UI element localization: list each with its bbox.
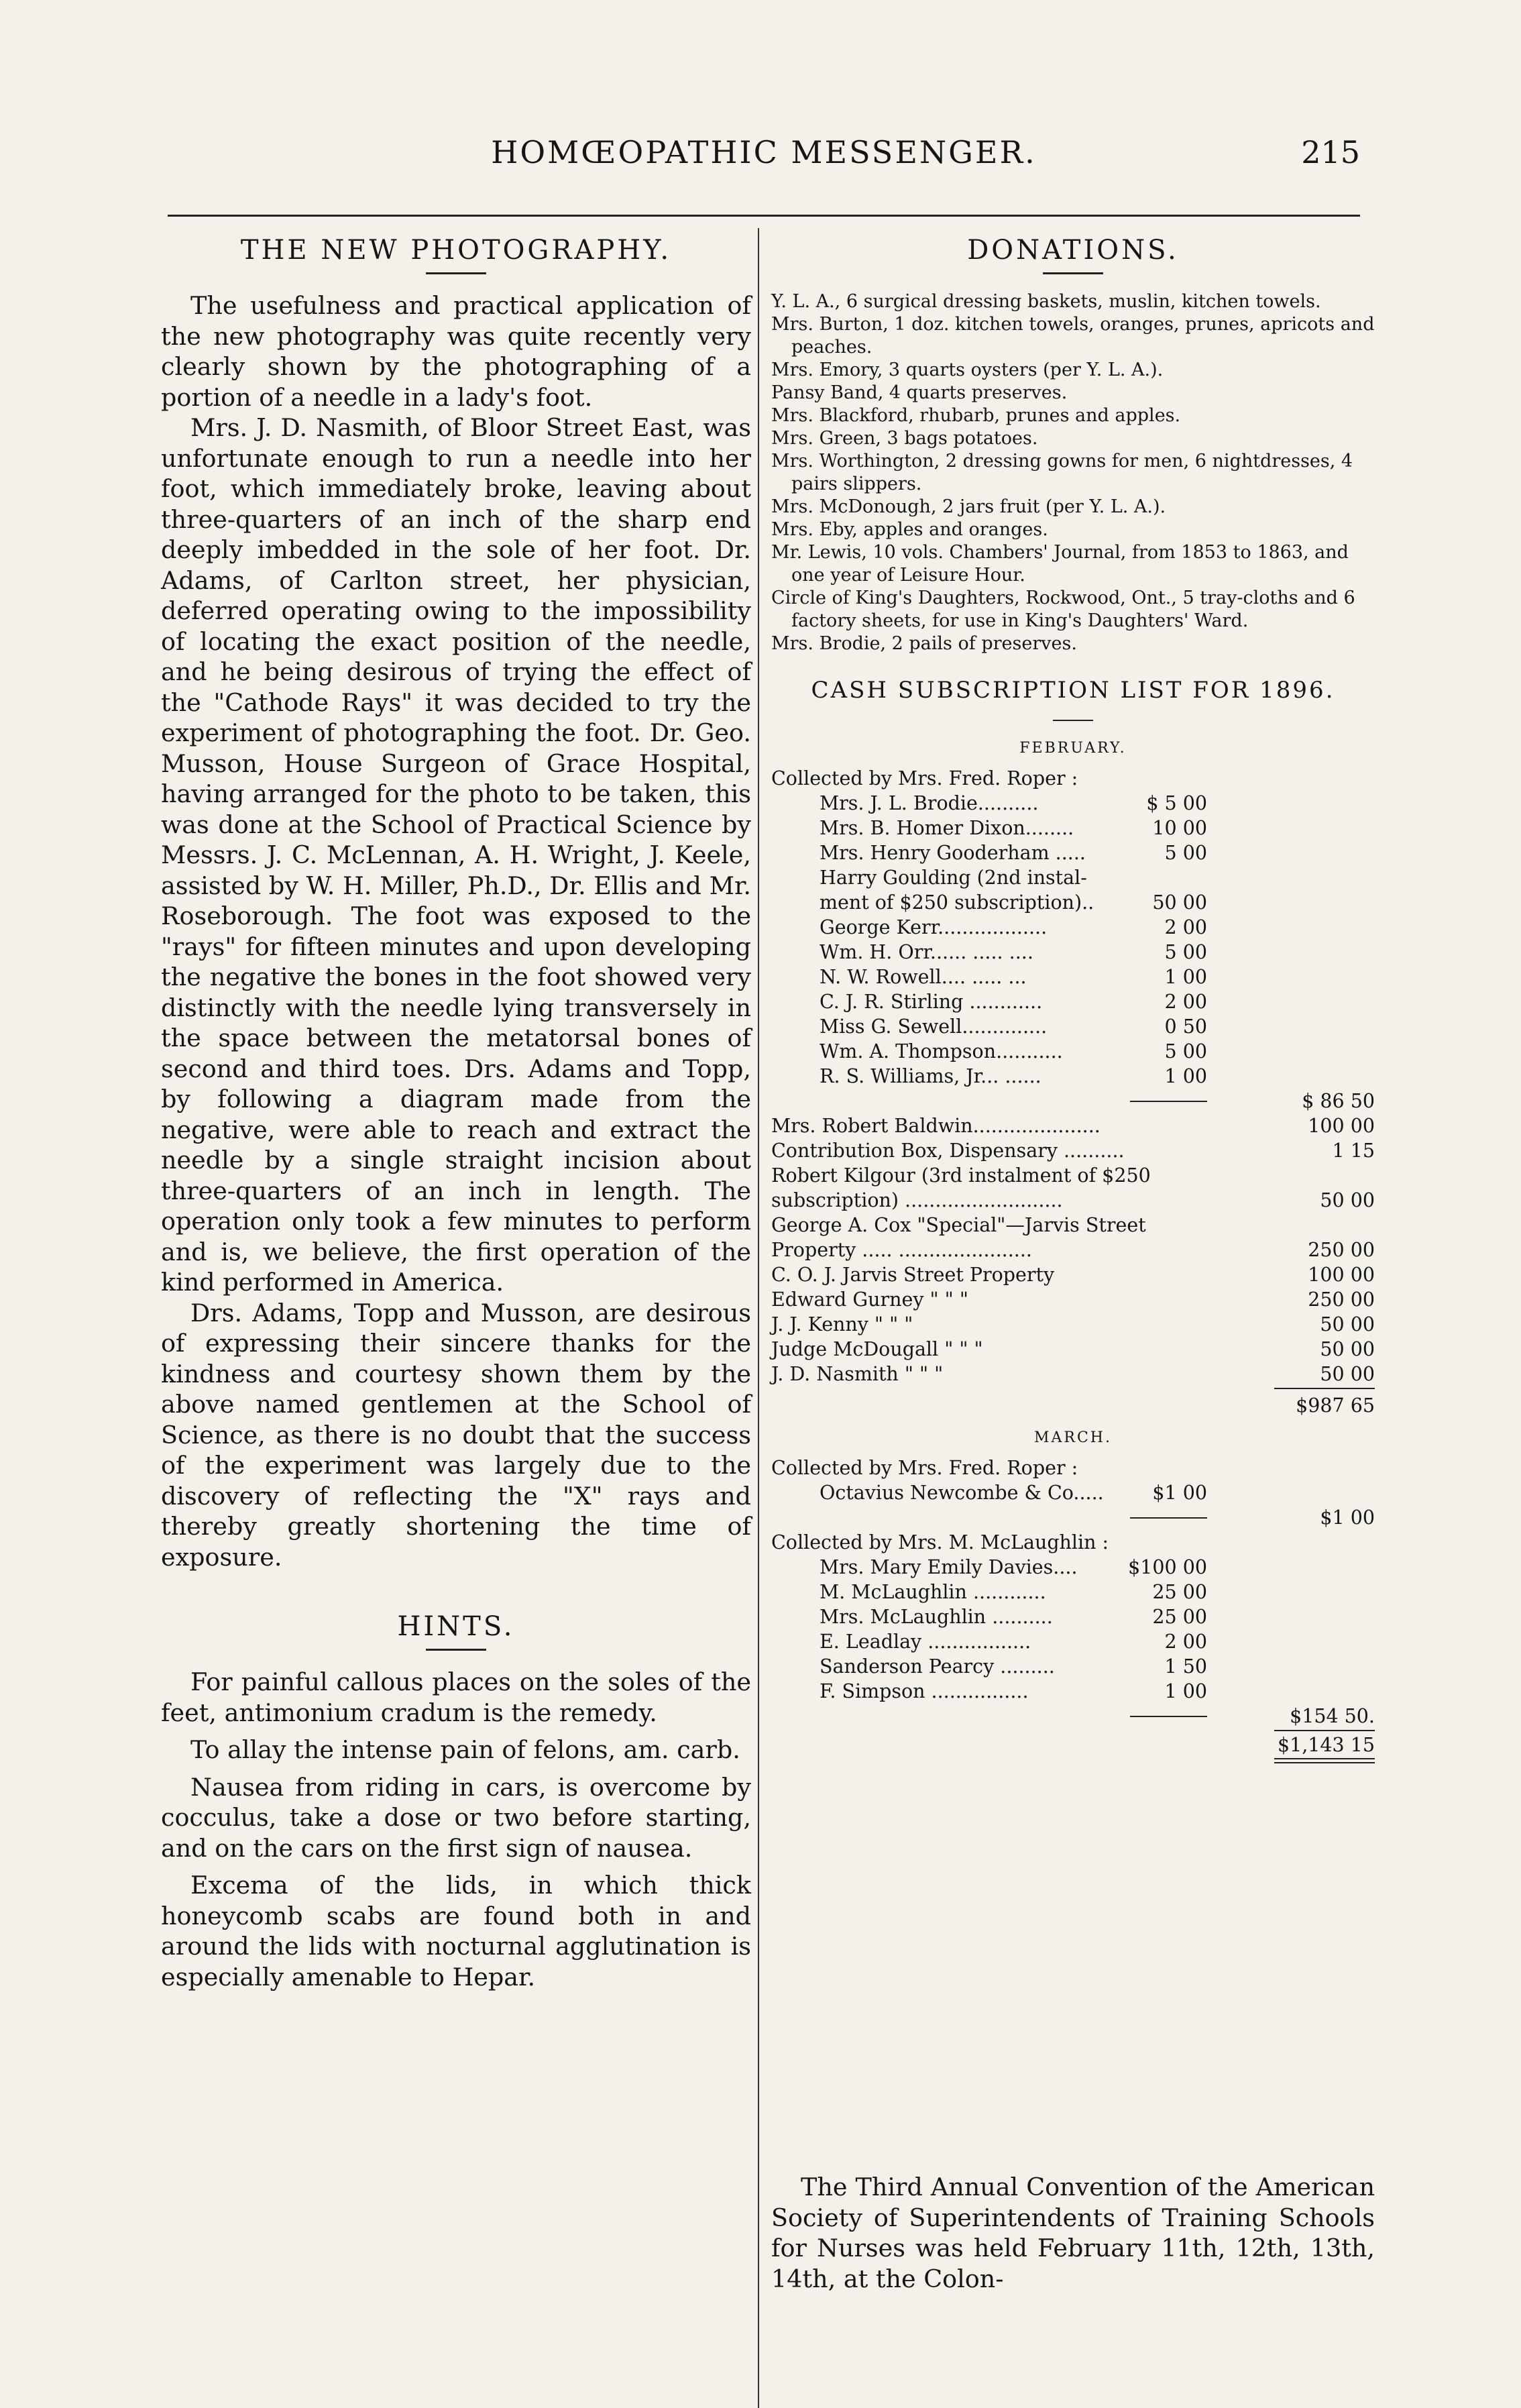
article-title: THE NEW PHOTOGRAPHY.: [240, 235, 672, 266]
grand-total-row: [771, 1729, 1375, 1758]
month-label-march: MARCH.: [1034, 1429, 1112, 1446]
ledger-amount: 50 00: [1320, 1363, 1375, 1385]
collector-name: Collected by Mrs. Fred. Roper :: [771, 767, 1078, 789]
ledger-row: [771, 1362, 1375, 1386]
ledger-amount: 1 00: [1164, 1680, 1207, 1702]
ledger-row: [771, 1163, 1375, 1188]
subtotal-row: [771, 1505, 1375, 1530]
double-rule: [1274, 1758, 1375, 1763]
ledger-name: Miss G. Sewell..............: [820, 1016, 1048, 1038]
ledger-row: [771, 1629, 1375, 1654]
ledger-amount: 50 00: [1320, 1338, 1375, 1360]
ledger-row: [771, 989, 1375, 1014]
feb-others: [771, 1113, 1375, 1386]
ledger-row: [771, 1337, 1375, 1362]
ledger-amount: 2 00: [1164, 991, 1207, 1013]
subscription-ledger: [771, 736, 1375, 1763]
ledger-amount: 50 00: [1152, 891, 1207, 914]
ledger-amount: 1 00: [1164, 1065, 1207, 1087]
ledger-name: Wm. A. Thompson...........: [820, 1040, 1063, 1062]
hint-paragraph: To allay the intense pain of felons, am. carb.: [190, 1735, 740, 1764]
ledger-row: [771, 890, 1375, 915]
total-rule: [1274, 1388, 1375, 1389]
ledger-name: Octavius Newcombe & Co.....: [820, 1482, 1104, 1504]
ledger-row: [771, 915, 1375, 940]
ledger-amount: 0 50: [1164, 1016, 1207, 1038]
ledger-amount: 10 00: [1152, 817, 1207, 839]
ledger-amount: 2 00: [1164, 1631, 1207, 1653]
donation-item: Mrs. McDonough, 2 jars fruit (per Y. L. A.).: [771, 496, 1166, 517]
hint-paragraph: Nausea from riding in cars, is overcome by cocculus, take a dose or two before starting, and on the cars on the first sign of nausea.: [161, 1772, 751, 1863]
ledger-amount: 25 00: [1152, 1581, 1207, 1603]
ledger-name: N. W. Rowell.... ..... ...: [820, 966, 1027, 988]
ledger-name: Contribution Box, Dispensary ..........: [771, 1140, 1125, 1162]
ledger-amount: 50 00: [1320, 1189, 1375, 1211]
ledger-amount: 250 00: [1308, 1289, 1375, 1311]
ledger-row: [771, 1039, 1375, 1064]
hints-rule: [426, 1649, 486, 1651]
ledger-row: [771, 1064, 1375, 1089]
ledger-amount: 50 00: [1320, 1313, 1375, 1335]
ledger-name: R. S. Williams, Jr... ......: [820, 1065, 1041, 1087]
cash-list-title: CASH SUBSCRIPTION LIST FOR 1896.: [811, 677, 1335, 704]
ledger-row: [771, 1679, 1375, 1704]
subtotal-row: [771, 1089, 1375, 1113]
subtotal-amount: $154 50.: [1290, 1705, 1375, 1727]
ledger-row: [771, 1113, 1375, 1138]
hint-paragraph: Excema of the lids, in which thick honeycomb scabs are found both in and around the lids with nocturnal agglutination is especially amenable to Hepar.: [161, 1871, 751, 1991]
ledger-row: [771, 1555, 1375, 1580]
running-title: HOMŒOPATHIC MESSENGER.: [491, 134, 1037, 170]
total-rule: [1274, 1730, 1375, 1731]
mar-items-2: [771, 1555, 1375, 1704]
grand-total-amount: $1,143 15: [1277, 1734, 1375, 1756]
ledger-row: [771, 940, 1375, 965]
ledger-amount: 5 00: [1164, 842, 1207, 864]
right-column: [771, 235, 1375, 1763]
ledger-amount: 100 00: [1308, 1264, 1375, 1286]
month-label-february: FEBRUARY.: [1019, 740, 1127, 757]
ledger-row: [771, 1287, 1375, 1312]
donation-item: Mrs. Emory, 3 quarts oysters (per Y. L. A.).: [771, 360, 1164, 380]
ledger-name: Mrs. Robert Baldwin.....................: [771, 1115, 1101, 1137]
ledger-name: Mrs. McLaughlin ..........: [820, 1606, 1053, 1628]
ledger-row: [771, 1262, 1375, 1287]
ledger-row: [771, 1604, 1375, 1629]
donation-item: Mrs. Blackford, rhubarb, prunes and apples.: [771, 405, 1181, 426]
subtotal-rule: [1130, 1716, 1207, 1717]
article-paragraph: The usefulness and practical application of the new photography was quite recently very clearly shown by the photographing of a portion of a needle in a lady's foot.: [161, 291, 751, 412]
ledger-name: Edward Gurney " " ": [771, 1289, 968, 1311]
ledger-row: [771, 816, 1375, 840]
ledger-name: F. Simpson ................: [820, 1680, 1029, 1702]
ledger-name: Harry Goulding (2nd instal-: [820, 867, 1087, 889]
ledger-name: M. McLaughlin ............: [820, 1581, 1046, 1603]
article-paragraph: Drs. Adams, Topp and Musson, are desirous of expressing their sincere thanks for the kindness and courtesy shown them by the above named gentlemen at the School of Science, as there is no doubt that the success of the experiment was largely due to the discovery of reflecting the "X" rays and thereby greatly shortening the time of exposure.: [161, 1298, 751, 1572]
ledger-row: [771, 1188, 1375, 1213]
article-paragraph: Mrs. J. D. Nasmith, of Bloor Street East, was unfortunate enough to run a needle into her foot, which immediately broke, leaving about three-quarters of an inch of the sharp end deeply imbedded in the sole of her foot. Dr. Adams, of Carlton street, her physician, deferred operating owing to the impossibility of locating the exact position of the needle, and he being desirous of trying the effect of the "Cathode Rays" it was decided to try the experiment of photographing the foot. Dr. Geo. Musson, House Surgeon of Grace Hospital, having arranged for the photo to be taken, this was done at the School of Practical Science by Messrs. J. C. McLennan, A. H. Wright, J. Keele, assisted by W. H. Miller, Ph.D., Dr. Ellis and Mr. Roseborough. The foot was exposed to the "rays" for fifteen minutes and upon developing the negative the bones in the foot showed very distinctly with the needle lying transversely in the space between the metatorsal bones of second and third toes. Drs. Adams and Topp, by following a diagram made from the negative, were able to reach and extract the needle by a single straight incision about three-quarters of an inch in length. The operation only took a few minutes to perform and is, we believe, the first operation of the kind performed in America.: [161, 413, 751, 1297]
header-rule: [168, 215, 1360, 217]
ledger-name: Mrs. Mary Emily Davies....: [820, 1556, 1078, 1578]
subtotal-amount: $ 86 50: [1302, 1090, 1375, 1112]
ledger-row: [771, 791, 1375, 816]
left-column: [161, 235, 751, 1999]
ledger-amount: 250 00: [1308, 1239, 1375, 1261]
donation-item: Mr. Lewis, 10 vols. Chambers' Journal, from 1853 to 1863, and one year of Leisure Hour.: [771, 542, 1349, 586]
ledger-name: Mrs. J. L. Brodie..........: [820, 792, 1039, 814]
ledger-amount: 2 00: [1164, 916, 1207, 938]
hints-title: HINTS.: [397, 1611, 515, 1642]
ledger-name: Mrs. B. Homer Dixon........: [820, 817, 1074, 839]
donation-item: Pansy Band, 4 quarts preserves.: [771, 382, 1068, 403]
ledger-amount: $1 00: [1152, 1482, 1207, 1504]
cash-list-rule: [1053, 720, 1093, 721]
donations-title: DONATIONS.: [967, 235, 1179, 266]
collector-line: [771, 766, 1375, 791]
ledger-name: C. O. J. Jarvis Street Property: [771, 1264, 1055, 1286]
subtotal-amount: $1 00: [1320, 1507, 1375, 1529]
ledger-amount: 5 00: [1164, 941, 1207, 963]
hint-paragraph: For painful callous places on the soles of the feet, antimonium cradum is the remedy.: [161, 1667, 751, 1727]
ledger-name: J. J. Kenny " " ": [771, 1313, 913, 1335]
ledger-amount: 1 15: [1332, 1140, 1375, 1162]
ledger-name: Sanderson Pearcy .........: [820, 1655, 1055, 1678]
ledger-name: Property ..... ......................: [771, 1239, 1032, 1261]
ledger-amount: 1 00: [1164, 966, 1207, 988]
page-number: 215: [1301, 134, 1360, 170]
ledger-amount: 25 00: [1152, 1606, 1207, 1628]
ledger-row: [771, 865, 1375, 890]
collector-name: Collected by Mrs. M. McLaughlin :: [771, 1531, 1109, 1553]
ledger-name: J. D. Nasmith " " ": [771, 1363, 944, 1385]
convention-paragraph: The Third Annual Convention of the American Society of Superintendents of Training Schools for Nurses was held February 11th, 12th, 13th, 14th, at the Colon-: [771, 2173, 1375, 2293]
ledger-row: [771, 1654, 1375, 1679]
ledger-name: C. J. R. Stirling ............: [820, 991, 1043, 1013]
ledger-name: ment of $250 subscription)..: [820, 891, 1094, 914]
mar-items-1: [771, 1480, 1375, 1505]
ledger-amount: $ 5 00: [1146, 792, 1207, 814]
donation-item: Mrs. Brodie, 2 pails of preserves.: [771, 633, 1077, 654]
donation-item: Mrs. Green, 3 bags potatoes.: [771, 428, 1038, 449]
ledger-name: Judge McDougall " " ": [771, 1338, 983, 1360]
ledger-row: [771, 1138, 1375, 1163]
spacer: [161, 1572, 751, 1611]
ledger-row: [771, 965, 1375, 989]
subtotal-rule: [1130, 1517, 1207, 1519]
ledger-name: George A. Cox "Special"—Jarvis Street: [771, 1214, 1146, 1236]
collector-line: [771, 1456, 1375, 1480]
ledger-row: [771, 1238, 1375, 1262]
ledger-amount: 100 00: [1308, 1115, 1375, 1137]
ledger-name: Robert Kilgour (3rd instalment of $250: [771, 1164, 1151, 1187]
ledger-name: E. Leadlay .................: [820, 1631, 1031, 1653]
donation-item: Mrs. Worthington, 2 dressing gowns for men, 6 nightdresses, 4 pairs slippers.: [771, 451, 1353, 494]
donation-item: Mrs. Eby, apples and oranges.: [771, 519, 1048, 540]
ledger-row: [771, 1580, 1375, 1604]
ledger-row: [771, 840, 1375, 865]
month-total-amount: $987 65: [1296, 1394, 1375, 1417]
title-rule: [426, 272, 486, 274]
collector-name: Collected by Mrs. Fred. Roper :: [771, 1457, 1078, 1479]
ledger-name: subscription) ..........................: [771, 1189, 1063, 1211]
ledger-amount: 1 50: [1164, 1655, 1207, 1678]
donations-rule: [1043, 272, 1103, 274]
collector-line: [771, 1530, 1375, 1555]
ledger-amount: $100 00: [1128, 1556, 1207, 1578]
donation-item: Y. L. A., 6 surgical dressing baskets, muslin, kitchen towels.: [771, 291, 1321, 312]
ledger-row: [771, 1480, 1375, 1505]
ledger-row: [771, 1014, 1375, 1039]
donations-list: [771, 290, 1375, 655]
column-divider: [758, 228, 759, 2408]
feb-items: [771, 791, 1375, 1089]
ledger-amount: 5 00: [1164, 1040, 1207, 1062]
ledger-row: [771, 1312, 1375, 1337]
ledger-name: George Kerr..................: [820, 916, 1048, 938]
ledger-row: [771, 1213, 1375, 1238]
ledger-name: Wm. H. Orr...... ..... ....: [820, 941, 1033, 963]
ledger-name: Mrs. Henry Gooderham .....: [820, 842, 1086, 864]
page-header: [168, 134, 1360, 174]
month-total-row: [771, 1386, 1375, 1419]
donation-item: Circle of King's Daughters, Rockwood, Ont., 5 tray-cloths and 6 factory sheets, for use in King's Daughters' Ward.: [771, 588, 1355, 631]
subtotal-rule: [1130, 1101, 1207, 1102]
donation-item: Mrs. Burton, 1 doz. kitchen towels, oranges, prunes, apricots and peaches.: [771, 314, 1375, 358]
subtotal-row: [771, 1704, 1375, 1729]
